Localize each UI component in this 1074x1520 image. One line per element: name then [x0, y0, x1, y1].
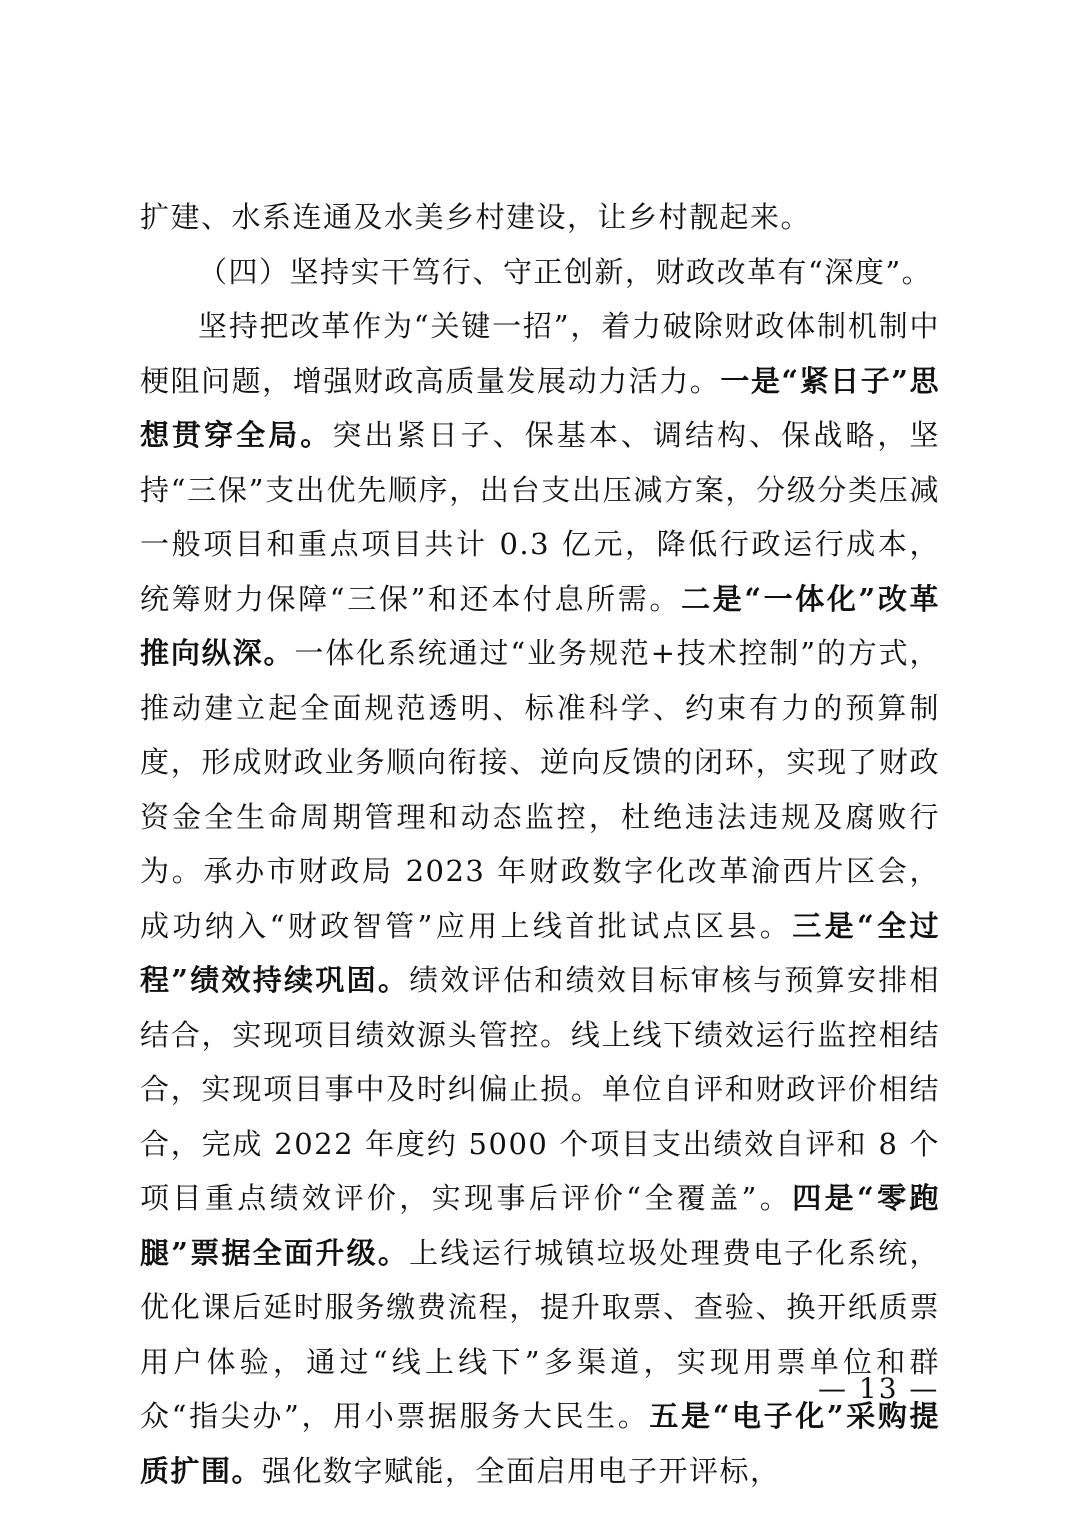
reform-intro: 坚持把改革作为“关键一招”，着力破除财政体制机制中梗阻问题，增强财政高质量发展动力活力。 [140, 309, 940, 398]
point-5-body: 强化数字赋能，全面启用电子开评标， [262, 1453, 781, 1488]
reform-paragraph [140, 299, 940, 1498]
point-1-title: 一是“紧日子”思想贯穿全局。 [140, 363, 940, 452]
point-2-body: 一体化系统通过“业务规范+技术控制”的方式，推动建立起全面规范透明、标准科学、约束有力的预算制度，形成财政业务顺向衔接、逆向反馈的闭环，实现了财政资金全生命周期管理和动态监控，杜绝违法违规及腐败行为。承办市财政局 2023 年财政数字化改革渝西片区会，成功纳入“财政智管”应用上线首批试点区县。 [140, 636, 940, 943]
point-5-title: 五是“电子化”采购提质扩围。 [140, 1399, 940, 1488]
paragraph-continuation [140, 190, 940, 245]
point-3-title: 三是“全过程”绩效持续巩固。 [140, 908, 940, 997]
point-2-title: 二是“一体化”改革推向纵深。 [140, 581, 940, 670]
section-heading [140, 245, 940, 300]
point-4-title: 四是“零跑腿”票据全面升级。 [140, 1181, 940, 1270]
page-number: — 13 — [818, 1372, 940, 1405]
body-text [140, 190, 940, 1498]
section-heading-text: （四）坚持实干笃行、守正创新，财政改革有“深度”。 [198, 254, 933, 289]
point-4-body: 上线运行城镇垃圾处理费电子化系统，优化课后延时服务缴费流程，提升取票、查验、换开纸质票用户体验，通过“线上线下”多渠道，实现用票单位和群众“指尖办”，用小票据服务大民生。 [140, 1235, 940, 1433]
point-3-body: 绩效评估和绩效目标审核与预算安排相结合，实现项目绩效源头管控。线上线下绩效运行监控相结合，实现项目事中及时纠偏止损。单位自评和财政评价相结合，完成 2022 年度约 5000 个项目支出绩效自评和 8 个项目重点绩效评价，实现事后评价“全覆盖”。 [140, 963, 940, 1215]
paragraph-1-text: 扩建、水系连通及水美乡村建设，让乡村靓起来。 [140, 200, 812, 234]
point-1-body: 突出紧日子、保基本、调结构、保战略，坚持“三保”支出优先顺序，出台支出压减方案，分级分类压减一般项目和重点项目共计 0.3 亿元，降低行政运行成本，统筹财力保障“三保”和还本付息所需。 [140, 418, 940, 616]
